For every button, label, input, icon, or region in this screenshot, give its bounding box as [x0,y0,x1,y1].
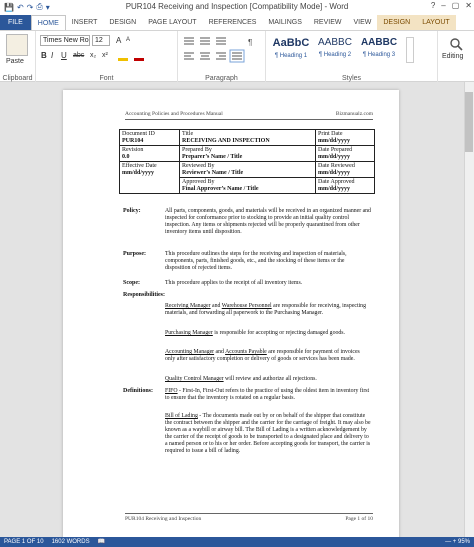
window-title: PUR104 Receiving and Inspection [Compatibility Mode] - Word [125,2,349,11]
cell-label: Date Reviewed [318,162,355,169]
save-icon[interactable]: 💾 [4,2,14,12]
subscript-button[interactable]: x₂ [90,52,97,59]
document-workspace[interactable] [0,82,474,537]
redo-icon[interactable]: ↷ [26,2,34,12]
styles-scroll-button[interactable] [406,37,414,63]
cell-label: Date Approved [318,178,355,185]
footer-left: PUR104 Receiving and Inspection [125,516,202,522]
paste-button[interactable]: Paste [6,58,24,65]
tab-table-layout[interactable]: LAYOUT [416,15,456,30]
font-group [36,31,178,83]
table-cell[interactable] [316,130,375,146]
style-heading-3[interactable] [358,35,400,65]
role-name: Purchasing Manager [165,330,213,336]
policy-heading: Policy: [123,208,141,214]
font-color-icon[interactable] [134,51,144,61]
tab-page-layout[interactable]: PAGE LAYOUT [148,19,197,26]
style-heading-1[interactable] [270,35,312,65]
cell-label: Reviewed By [182,162,215,169]
word-count[interactable]: 1602 WORDS [51,539,90,545]
tab-mailings[interactable]: MAILINGS [268,19,302,26]
style-heading-2-name: ¶ Heading 2 [318,52,352,58]
proofing-icon[interactable]: 📖 [97,539,106,545]
paragraph-group [178,31,266,83]
help-button[interactable]: ? [430,1,436,10]
paragraph-tools-icon[interactable] [182,35,262,65]
responsibility-text: are responsible for receiving, inspecting materials, and forwarding all paperwork to the Purchasing Manager. [165,303,366,316]
table-cell[interactable] [180,146,316,162]
table-cell[interactable] [180,178,316,194]
cell-value: 0.0 [122,153,130,160]
role-name: Accounts Payable [225,349,267,355]
bold-button[interactable]: B [41,51,47,60]
cell-value: mm/dd/yyyy [318,169,351,176]
footer-right: Page 1 of 10 [345,516,373,522]
responsibilities-heading: Responsibilities: [123,292,166,298]
scope-text: This procedure applies to the receipt of all inventory items. [165,280,303,286]
table-cell[interactable] [120,162,180,194]
definition-text: - First-In, First-Out refers to the practice of using the oldest item in inventory first to ensure that the inventory is rotated on a regular basis. [165,388,370,401]
customize-qat-icon[interactable]: ▾ [45,2,50,12]
cell-value: mm/dd/yyyy [318,153,351,160]
grow-font-button[interactable]: A [116,36,122,45]
vertical-scrollbar[interactable] [464,82,474,537]
definition-term: FIFO [165,388,178,394]
underline-button[interactable]: U [61,51,67,60]
editing-group [438,31,474,83]
tab-insert[interactable]: INSERT [71,19,98,26]
cell-value: mm/dd/yyyy [122,169,155,176]
definition-item [165,388,371,402]
role-name: Quality Control Manager [165,376,224,382]
editing-button[interactable]: Editing [442,53,464,60]
find-icon[interactable] [449,37,463,51]
undo-icon[interactable]: ↶ [16,2,24,12]
tab-table-design[interactable]: DESIGN [377,15,416,30]
paragraph-group-label: Paragraph [205,75,238,82]
cell-label: Document ID [122,130,155,137]
style-heading-2-sample: AABBC [318,37,352,48]
title-bar [0,0,474,14]
tab-references[interactable]: REFERENCES [208,19,257,26]
role-name: Warehouse Personnel [221,303,272,309]
cell-value: Final Approver’s Name / Title [182,185,259,192]
cell-value: mm/dd/yyyy [318,185,351,192]
zoom-control[interactable]: — + 95% [445,539,470,545]
responsibility-item [165,349,371,363]
definition-term: Bill of Lading [165,413,198,419]
purpose-text: This procedure outlines the steps for the receiving and inspection of materials, components, parts, finished goods, etc., and the stocking of these items or the disposition of rejected items. [165,251,347,271]
header-left: Accounting Policies and Procedures Manual [125,111,223,117]
shrink-font-button[interactable]: A [126,37,131,43]
style-heading-2[interactable] [314,35,356,65]
clipboard-group-label: Clipboard [2,75,33,82]
ribbon-tabs [0,14,474,30]
styles-group [266,31,438,83]
table-cell[interactable] [316,146,375,162]
definition-text: - The documents made out by or on behalf of the shipper that constitute the contract between the shipper and the carrier for the carriage of freight. It may also be known as a waybill or airway bill. The Bill of Lading is a written acknowledgement by the carrier of the receipt of goods to be transported to a designated place and delivery to a named person or to his or her order. Before accepting goods for transport, the carrier is required to issue a bill of lading. [165,413,371,454]
tab-view[interactable]: VIEW [353,19,372,26]
highlight-icon[interactable] [118,51,128,61]
cell-label: Approved By [182,178,215,185]
strikethrough-button[interactable]: abc [73,52,85,59]
table-row [120,162,375,178]
font-group-label: Font [99,75,114,82]
scope-heading: Scope: [123,280,140,286]
svg-text:¶: ¶ [248,38,253,47]
font-name-box[interactable]: Times New Ro [40,35,90,46]
connector-text: and [210,303,222,309]
cell-label: Print Date [318,130,343,137]
responsibility-item [165,303,371,317]
cell-label: Date Prepared [318,146,353,153]
table-row [120,146,375,162]
paste-icon[interactable] [6,34,28,56]
restore-button[interactable]: ▢ [451,1,460,10]
cell-value: mm/dd/yyyy [318,137,351,144]
tab-review[interactable]: REVIEW [313,19,342,26]
header-right: Bizmanualz.com [335,111,373,117]
responsibility-item [165,376,371,383]
responsibility-item [165,330,371,337]
table-cell[interactable] [120,130,180,146]
cell-label: Prepared By [182,146,212,153]
tab-file[interactable]: FILE [0,15,31,30]
page-count[interactable]: PAGE 1 OF 10 [4,539,44,545]
clipboard-group [0,31,36,83]
style-heading-1-name: ¶ Heading 1 [274,53,308,59]
definitions-heading: Definitions: [123,388,153,394]
styles-group-label: Styles [341,75,362,82]
cell-label: Revision [122,146,144,153]
responsibility-text: will review and authorize all rejections. [223,376,317,382]
style-heading-1-sample: AaBbC [272,37,310,49]
table-cell[interactable] [316,178,375,194]
italic-button[interactable]: I [51,51,54,60]
header-rule [125,119,373,120]
connector-text: and [214,349,226,355]
style-heading-3-sample: AABBC [360,37,398,48]
purpose-heading: Purpose: [123,251,146,257]
cell-value: RECEIVING AND INSPECTION [182,137,270,144]
role-name: Accounting Manager [165,349,215,355]
cell-label: Title [182,130,194,137]
print-icon[interactable]: ⎙ [36,2,43,11]
superscript-button[interactable]: x² [102,52,108,59]
cell-value: Reviewer’s Name / Title [182,169,244,176]
status-bar [0,537,474,547]
footer-rule [125,513,373,514]
document-page[interactable] [63,90,399,537]
close-button[interactable]: ✕ [465,1,472,10]
role-name: Receiving Manager [165,303,211,309]
table-cell[interactable] [180,130,316,146]
table-row [120,130,375,146]
scrollbar-thumb[interactable] [465,92,473,152]
table-cell[interactable] [180,162,316,178]
responsibility-text: is responsible for accepting or rejecting damaged goods. [212,330,345,336]
style-heading-3-name: ¶ Heading 3 [362,52,396,58]
window-controls [431,1,472,10]
cell-label: Effective Date [122,162,157,169]
table-cell[interactable] [120,146,180,162]
document-control-table[interactable] [119,129,375,194]
cell-value: Preparer’s Name / Title [182,153,243,160]
tab-design[interactable]: DESIGN [109,19,137,26]
minimize-button[interactable]: – [441,1,446,10]
table-cell[interactable] [316,162,375,178]
tab-home[interactable]: HOME [31,15,66,30]
definition-item [165,413,371,455]
policy-text: All parts, components, goods, and materials will be received in an organized manner and inspected for conformance prior to stocking to provide an initial quality control inspection. Any items or shipments rejected will be properly quarantined from other inventory items until disposition. [165,208,371,235]
cell-value: PUR104 [122,137,144,144]
ribbon [0,30,474,82]
responsibility-text: are responsible for payment of invoices only after satisfactory completion or delivery of goods or services has been made. [165,349,360,362]
font-size-box[interactable]: 12 [92,35,110,46]
